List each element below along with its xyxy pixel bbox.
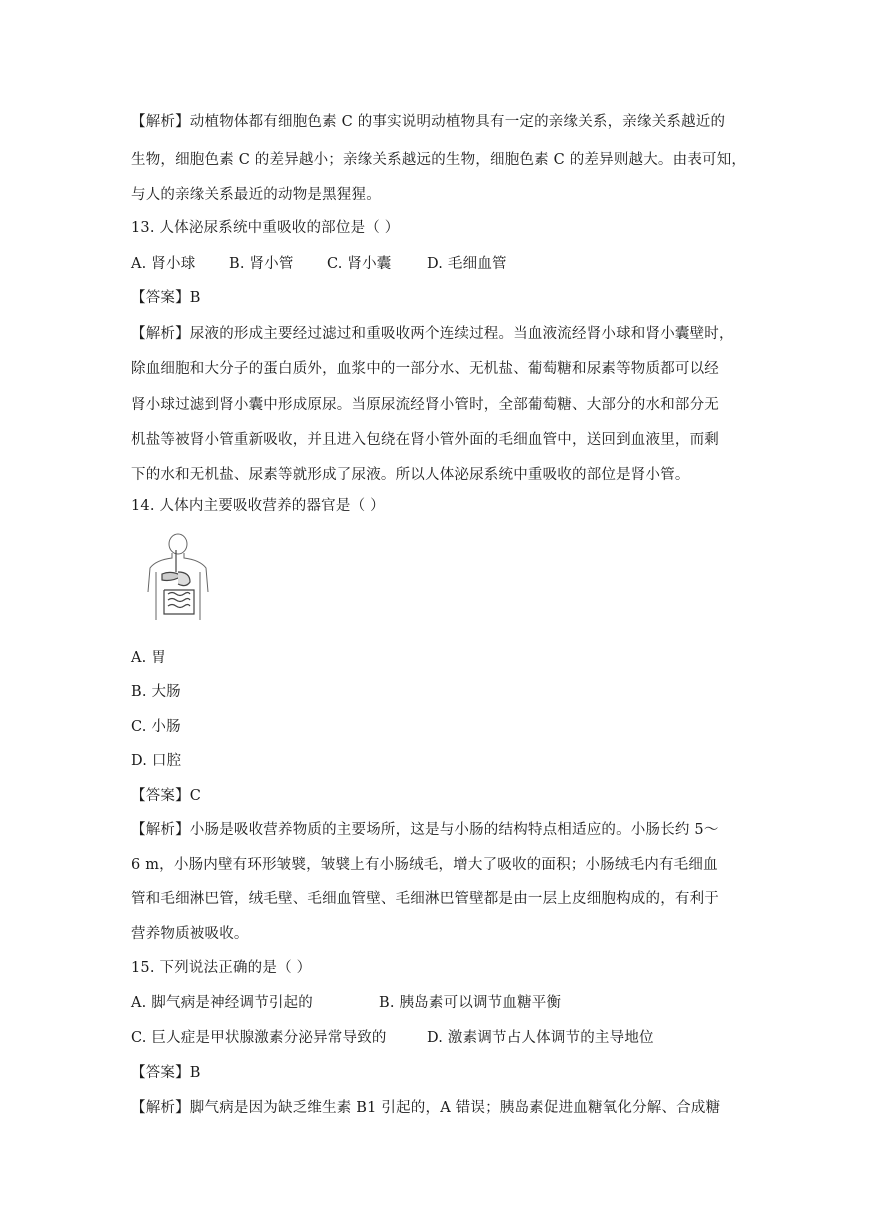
q15-answer: 【答案】B [131,1065,201,1081]
q13-option-d: D. 毛细血管 [427,256,507,272]
q15-option-d: D. 激素调节占人体调节的主导地位 [427,1030,654,1046]
q13-analysis-line-2: 除血细胞和大分子的蛋白质外，血浆中的一部分水、无机盐、葡萄糖和尿素等物质都可以经 [131,361,719,377]
q14-option-a: A. 胃 [131,650,166,666]
q13-analysis-line-5: 下的水和无机盐、尿素等就形成了尿液。所以人体泌尿系统中重吸收的部位是肾小管。 [131,467,690,483]
q15-analysis-line-1: 【解析】脚气病是因为缺乏维生素 B1 引起的，A 错误；胰岛素促进血糖氧化分解、合成糖 [131,1100,721,1116]
q14-stem: 14. 人体内主要吸收营养的器官是（ ） [131,498,385,514]
q13-option-b: B. 肾小管 [229,256,294,272]
q14-option-b: B. 大肠 [131,684,181,700]
q12-analysis-line-2: 生物，细胞色素 C 的差异越小；亲缘关系越远的生物，细胞色素 C 的差异则越大。由表可知， [131,152,747,168]
q15-option-a: A. 脚气病是神经调节引起的 [131,995,313,1011]
q14-option-d: D. 口腔 [131,753,182,769]
q14-analysis-line-2: 6 m，小肠内壁有环形皱襞，皱襞上有小肠绒毛，增大了吸收的面积；小肠绒毛内有毛细血 [131,857,718,873]
q13-option-c: C. 肾小囊 [327,256,392,272]
q14-analysis-line-1: 【解析】小肠是吸收营养物质的主要场所，这是与小肠的结构特点相适应的。小肠长约 5～ [131,822,719,838]
q15-option-c: C. 巨人症是甲状腺激素分泌异常导致的 [131,1030,387,1046]
q15-stem: 15. 下列说法正确的是（ ） [131,960,312,976]
q12-analysis-line-1: 【解析】动植物体都有细胞色素 C 的事实说明动植物具有一定的亲缘关系，亲缘关系越近的 [131,114,726,130]
q13-stem: 13. 人体泌尿系统中重吸收的部位是（ ） [131,220,400,236]
q14-option-c: C. 小肠 [131,719,181,735]
q14-analysis-line-4: 营养物质被吸收。 [131,926,249,942]
q15-options-row-2 [131,1028,741,1048]
q13-options [131,254,741,274]
q13-option-a: A. 肾小球 [131,256,196,272]
q13-analysis-line-4: 机盐等被肾小管重新吸收，并且进入包绕在肾小管外面的毛细血管中，送回到血液里，而剩 [131,432,719,448]
q14-analysis-line-3: 管和毛细淋巴管，绒毛壁、毛细血管壁、毛细淋巴管壁都是由一层上皮细胞构成的，有利于 [131,891,719,907]
q13-analysis-line-1: 【解析】尿液的形成主要经过滤过和重吸收两个连续过程。当血液流经肾小球和肾小囊壁时， [131,326,734,342]
q12-analysis-line-3: 与人的亲缘关系最近的动物是黑猩猩。 [131,187,381,203]
q15-option-b: B. 胰岛素可以调节血糖平衡 [379,995,562,1011]
q13-answer: 【答案】B [131,290,201,306]
digestive-system-figure [142,532,214,624]
q13-analysis-line-3: 肾小球过滤到肾小囊中形成原尿。当原尿流经肾小管时，全部葡萄糖、大部分的水和部分无 [131,397,719,413]
q15-options-row-1 [131,993,741,1013]
q14-answer: 【答案】C [131,788,202,804]
